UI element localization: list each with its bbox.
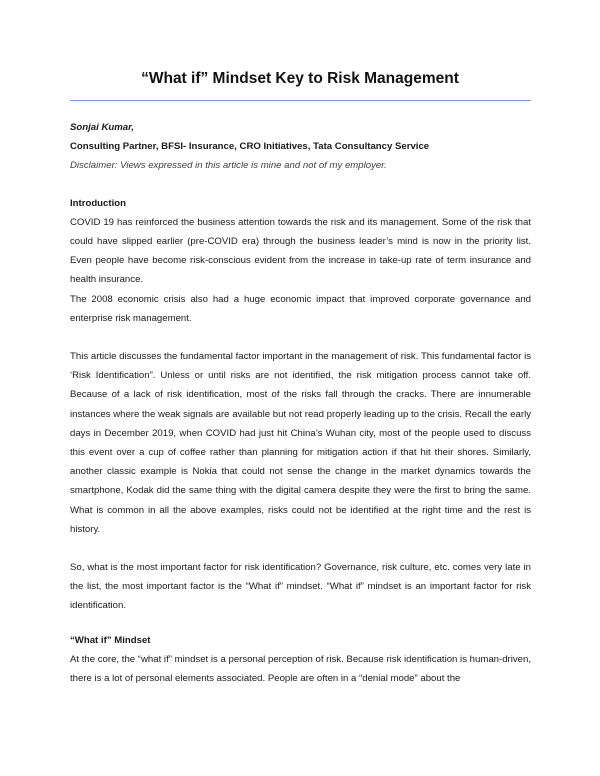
author-role: Consulting Partner, BFSI- Insurance, CRO Initiatives, Tata Consultancy Service <box>70 141 430 153</box>
intro-paragraph-2: The 2008 economic crisis also had a huge economic impact that improved corporate governance and enterprise risk management. <box>70 293 531 324</box>
document-body <box>70 118 531 688</box>
intro-paragraph-1: COVID 19 has reinforced the business attention towards the risk and its management. Some of the risk that could have slipped earlier (pre-COVID era) through the business leader’s mind is now in the priority list. Even people have become risk-conscious evident from the increase in take-up rate of term insurance and health insurance. <box>70 216 531 286</box>
article-paragraph-2: So, what is the most important factor for risk identification? Governance, risk culture, etc. comes very late in the list, the most important factor is the “What if” mindset. “What if” mindset is an important factor for risk identification. <box>70 562 531 612</box>
mindset-paragraph-1: At the core, the “what if” mindset is a personal perception of risk. Because risk identification is human-driven, there is a lot of personal elements associated. People are often in a “denial mode” about the <box>70 653 531 685</box>
title-divider <box>70 100 531 101</box>
document-title: “What if” Mindset Key to Risk Management <box>141 70 459 87</box>
mindset-heading: “What if” Mindset <box>70 634 151 646</box>
author-name: Sonjai Kumar, <box>70 122 134 133</box>
disclaimer-text: Disclaimer: Views expressed in this article is mine and not of my employer. <box>70 160 387 172</box>
article-paragraph-1: This article discusses the fundamental factor important in the management of risk. This fundamental factor is ‘Risk Identification”. Unless or until risks are not identified, the risk mitigation process cannot take off. Because of a lack of risk identification, most of the risks fall through the cracks. There are innumerable instances where the weak signals are available but not read properly leading up to the crisis. Recall the early days in December 2019, when COVID had just hit China’s Wuhan city, most of the people used to discuss this event over a cup of coffee rather than planning for mitigation action if that hit their shores. Similarly, another classic example is Nokia that could not sense the change in the market dynamics towards the smartphone, Kodak did the same thing with the digital camera despite they were the first to bring the same. What is common in all the above examples, risks could not be identified at the right time and the rest is history. <box>70 351 531 535</box>
introduction-heading: Introduction <box>70 197 126 209</box>
